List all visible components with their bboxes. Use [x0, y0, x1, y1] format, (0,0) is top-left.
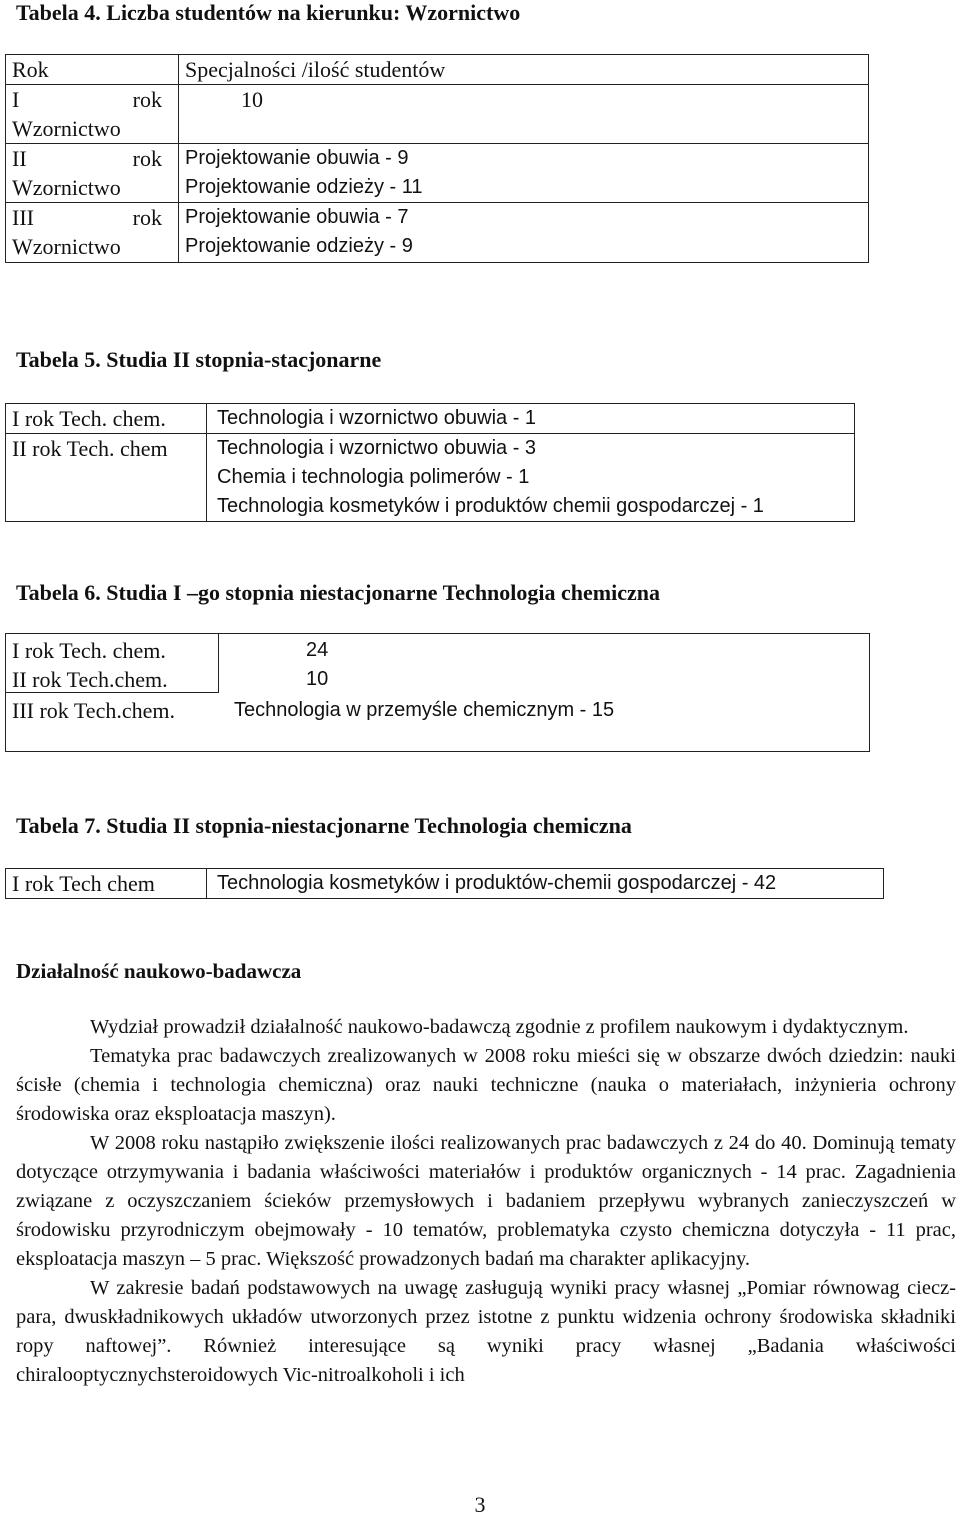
section-title: Działalność naukowo-badawcza [16, 959, 302, 983]
table4-header-row [6, 55, 869, 85]
table6-year-cell: I rok Tech. chem. [12, 638, 166, 663]
table6-year-cell: III rok Tech.chem. [12, 698, 175, 723]
paragraph: W 2008 roku nastąpiło zwiększenie ilości realizowanych prac badawczych z 24 do 40. Dominują tematy dotyczące otrzymywania i badania właściwości materiałów i produktów organicznych - 14 prac. Zagadnienia związane z oczyszczaniem ścieków przemysłowych i badaniem przepływu wybranych zanieczyszczeń w środowisku przyrodniczym obejmowały - 10 tematów, problematyka czysto chemiczna dotyczyła - 11 prac, eksploatacja maszyn – 5 prac. Większość prowadzonych badań ma charakter aplikacyjny. [16, 1132, 956, 1270]
table5-title: Tabela 5. Studia II stopnia-stacjonarne [16, 347, 382, 372]
table4-spec-cell: 10 [179, 85, 869, 144]
paragraph: Tematyka prac badawczych zrealizowanych w 2008 roku mieści się w obszarze dwóch dziedzin: nauki ścisłe (chemia i technologia chemiczna) oraz nauki techniczne (nauka o materiałach, inżynieria ochrony środowiska oraz eksploatacja maszyn). [16, 1045, 956, 1125]
table4-header-spec: Specjalności /ilość studentów [179, 55, 869, 85]
table4-spec-cell: Projektowanie obuwia - 7 Projektowanie odzieży - 9 [179, 203, 869, 263]
section-body [16, 1013, 956, 1390]
paragraph: W zakresie badań podstawowych na uwagę zasługują wyniki pracy własnej „Pomiar równowag ciecz-para, dwuskładnikowych układów utworzonych przez istotne z punktu widzenia ochrony środowiska składniki ropy naftowej”. Również interesujące są wyniki pracy własnej „Badania właściwości chiralooptycznychsteroidowych Vic-nitroalkoholi i ich [16, 1277, 956, 1386]
table4-row [6, 85, 869, 144]
table6-spec-cell: Technologia w przemyśle chemicznym - 15 [234, 699, 615, 721]
table7-title: Tabela 7. Studia II stopnia-niestacjonarne Technologia chemiczna [16, 813, 632, 838]
page-number: 3 [474, 1492, 486, 1517]
table7-year-cell: I rok Tech chem [6, 869, 207, 899]
paragraph: Wydział prowadził działalność naukowo-badawczą zgodnie z profilem naukowym i dydaktycznym. [90, 1016, 909, 1038]
table5-year-cell: I rok Tech. chem. [6, 404, 207, 434]
table6-spec-cell: 24 [306, 639, 329, 661]
table6-year-cell: II rok Tech.chem. [12, 667, 168, 692]
table4-spec-cell: Projektowanie obuwia - 9 Projektowanie odzieży - 11 [179, 144, 869, 203]
table4-year-cell: I rok Wzornictwo [6, 85, 179, 144]
table6-title: Tabela 6. Studia I –go stopnia niestacjonarne Technologia chemiczna [16, 580, 660, 605]
table4 [5, 54, 869, 263]
table5-spec-cell: Technologia i wzornictwo obuwia - 3 Chemia i technologia polimerów - 1 Technologia kosmetyków i produktów chemii gospodarczej - 1 [207, 434, 855, 522]
table4-row [6, 144, 869, 203]
table5-spec-cell: Technologia i wzornictwo obuwia - 1 [207, 404, 855, 434]
table7-spec-cell: Technologia kosmetyków i produktów-chemii gospodarczej - 42 [207, 869, 884, 899]
table4-row [6, 203, 869, 263]
table7-row [6, 869, 884, 899]
table5 [5, 403, 855, 522]
table4-header-year: Rok [6, 55, 179, 85]
table5-row [6, 434, 855, 522]
table6 [5, 633, 870, 752]
table4-title: Tabela 4. Liczba studentów na kierunku: Wzornictwo [16, 0, 521, 25]
table5-year-cell: II rok Tech. chem [6, 434, 207, 522]
table5-row [6, 404, 855, 434]
table6-spec-cell: 10 [306, 668, 329, 690]
table7 [5, 868, 884, 899]
table4-year-cell: III rok Wzornictwo [6, 203, 179, 263]
table4-year-cell: II rok Wzornictwo [6, 144, 179, 203]
